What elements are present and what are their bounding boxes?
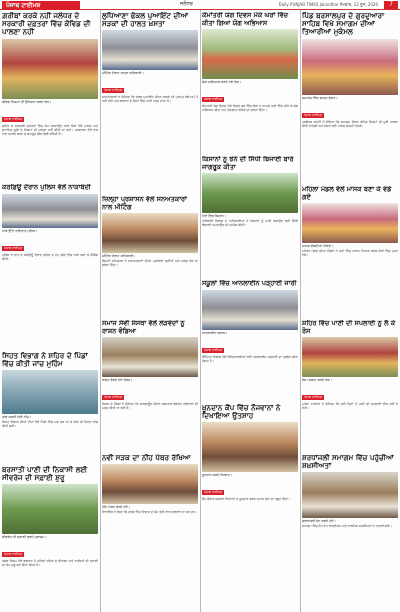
body-text: ਪੁਲਿਸ ਨੇ ਰਾਤ ਦੇ ਕਰਫ਼ਿਊ ਦੌਰਾਨ ਸ਼ਹਿਰ ਦੇ ਮੁੱਖ ਚੌਕਾਂ ਵਿੱਚ ਨਾਕੇ ਲਗਾ ਕੇ ਚੈਕਿੰਗ ਕੀਤੀ। bbox=[2, 252, 98, 261]
photo-caption: ਆਨਲਾਈਨ ਕਲਾਸ। bbox=[202, 330, 228, 335]
headline: ਸਮਾਜ ਸੇਵੀ ਸੰਸਥਾ ਵੱਲੋਂ ਲੋੜਵੰਦਾਂ ਨੂੰ ਰਾਸ਼ਨ ਵੰਡਿਆ bbox=[102, 320, 185, 335]
headline: ਸਕੂਲਾਂ ਵਿੱਚ ਆਨਲਾਈਨ ਪੜ੍ਹਾਈ ਜਾਰੀ bbox=[202, 280, 297, 287]
article-photo bbox=[2, 194, 98, 228]
body-text: ਸੰਸਥਾ ਦੇ ਮੈਂਬਰਾਂ ਨੇ ਦੱਸਿਆ ਕਿ ਲਾਕਡਾਊਨ ਦੌਰਾਨ ਲਗਾਤਾਰ ਲੋੜਵੰਦ ਪਰਿਵਾਰਾਂ ਦੀ ਮਦਦ ਕੀਤੀ ਜਾ ਰਹੀ ਹੈ। bbox=[102, 402, 198, 410]
body-text: ਪ੍ਰਬੰਧਕ ਕਮੇਟੀ ਨੇ ਦੱਸਿਆ ਕਿ ਸਮਾਗਮ ਦੌਰਾਨ ਕੋਵਿਡ ਨਿਯਮਾਂ ਦੀ ਪੂਰੀ ਪਾਲਣਾ ਕੀਤੀ ਜਾਵੇਗੀ ਅਤੇ ਸੰਗਤ ਲਈ ਮਾਸਕ ਲਾਜ਼ਮੀ ਹੋਣਗੇ। bbox=[302, 119, 398, 128]
photo-caption: ਸ਼ਰਧਾਂਜਲੀ ਭੇਟ ਕਰਦੇ ਹੋਏ। bbox=[302, 519, 336, 524]
article-a2 bbox=[102, 12, 198, 192]
article-photo bbox=[2, 370, 98, 414]
headline: ਕੌਮਾਂਤਰੀ ਯੋਗ ਦਿਵਸ ਮੌਕੇ ਘਰਾਂ ਵਿੱਚ ਕੀਤਾ ਗਿਆ ਯੋਗ ਅਭਿਆਸ bbox=[202, 12, 289, 27]
headline: ਨਵੀਂ ਸੜਕ ਦਾ ਨੀਂਹ ਪੱਥਰ ਰੱਖਿਆ bbox=[102, 454, 191, 462]
article-photo bbox=[302, 203, 398, 243]
headline: ਜ਼ਿਲ੍ਹਾ ਪ੍ਰਸ਼ਾਸਨ ਵੱਲੋਂ ਸਨਅਤਕਾਰਾਂ ਨਾਲ ਮੀਟਿੰਗ bbox=[102, 196, 187, 211]
photo-caption: ਖ਼ੂਨਦਾਨ ਕਰਦੇ ਨੌਜਵਾਨ। bbox=[202, 473, 233, 478]
headline: ਗ਼ਰੀਬਾਂ ਕਰਕੇ ਨਹੀਂ ਜਲੰਧਰ ਦੇ ਸਰਕਾਰੀ ਦਫ਼ਤਰਾਂ ਵਿੱਚ ਕੋਵਿਡ ਦੀ ਪਾਲਣਾ ਨਹੀਂ bbox=[2, 12, 91, 37]
headline: ਲੁਧਿਆਣਾ ਫੋਕਲ ਪੁਆਇੰਟ ਦੀਆਂ ਸੜਕਾਂ ਦੀ ਹਾਲਤ ਖ਼ਸਤਾ bbox=[102, 12, 189, 29]
headline: ਪਿੰਡ ਬਰਸਾਲਪੁਰ ਦੇ ਗੁਰਦੁਆਰਾ ਸਾਹਿਬ ਵਿਖੇ ਸਮਾਗਮ ਦੀਆਂ ਤਿਆਰੀਆਂ ਮੁਕੰਮਲ bbox=[302, 12, 385, 37]
byline-tag: ਪੰਜਾਬ ਟਾਈਮਜ਼ bbox=[4, 116, 23, 121]
article-photo bbox=[102, 337, 198, 377]
body-text: ਨਗਰ ਨਿਗਮ ਵੱਲੋਂ ਬਰਸਾਤ ਤੋਂ ਪਹਿਲਾਂ ਸ਼ਹਿਰ ਦੇ ਸੀਵਰੇਜ ਅਤੇ ਨਾਲਿਆਂ ਦੀ ਸਫ਼ਾਈ ਦਾ ਕੰਮ ਸ਼ੁਰੂ ਕਰ ਦਿੱਤਾ ਗਿਆ ਹੈ। bbox=[2, 559, 98, 568]
article-photo bbox=[102, 464, 198, 504]
body-text: ਸਿਹਤ ਵਿਭਾਗ ਦੀਆਂ ਟੀਮਾਂ ਵੱਲੋਂ ਪਿੰਡਾਂ ਵਿੱਚ ਘਰ ਘਰ ਜਾ ਕੇ ਲੋਕਾਂ ਦੀ ਸਿਹਤ ਜਾਂਚ ਕੀਤੀ ਗਈ। bbox=[2, 420, 98, 429]
byline-tag: ਪੰਜਾਬ ਟਾਈਮਜ਼ bbox=[104, 88, 123, 93]
body-text: ਸਿੱਖਿਆ ਵਿਭਾਗ ਵੱਲੋਂ ਵਿਦਿਆਰਥੀਆਂ ਲਈ ਆਨਲਾਈਨ ਪੜ੍ਹਾਈ ਦਾ ਪ੍ਰਬੰਧ ਕੀਤਾ ਗਿਆ ਹੈ। bbox=[202, 354, 298, 363]
byline-tag: ਪੰਜਾਬ ਟਾਈਮਜ਼ bbox=[304, 395, 323, 399]
body-text: ਸਮਾਗਮ ਵਿੱਚ ਵੱਖ ਵੱਖ ਰਾਜਨੀਤਕ ਅਤੇ ਧਾਰਮਿਕ ਸ਼ਖ਼ਸੀਅਤਾਂ ਨੇ ਹਾਜ਼ਰੀ ਭਰੀ। bbox=[302, 524, 392, 529]
article-photo bbox=[202, 422, 298, 472]
body-text: ਮਹਿਲਾ ਮੰਡਲ ਦੀਆਂ ਮੈਂਬਰਾਂ ਨੇ ਘਰਾਂ ਵਿੱਚ ਮਾਸਕ ਤਿਆਰ ਕਰਕੇ ਲੋਕਾਂ ਵਿੱਚ ਮੁਫ਼ਤ ਵੰਡੇ। bbox=[302, 249, 398, 257]
article-a3 bbox=[302, 12, 398, 182]
photo-caption: ਰੋਸ ਪ੍ਰਗਟ ਕਰਦੇ ਲੋਕ। bbox=[302, 378, 332, 382]
byline-tag: ਪੰਜਾਬ ਟਾਈਮਜ਼ bbox=[204, 97, 223, 101]
article-a12 bbox=[302, 320, 398, 450]
article-a7 bbox=[102, 196, 198, 316]
headline: ਕਿਸਾਨਾਂ ਨੂੰ ਝੋਨੇ ਦੀ ਸਿੱਧੀ ਬਿਜਾਈ ਬਾਰੇ ਜਾਗਰੂਕ ਕੀਤਾ bbox=[202, 156, 294, 171]
paper-dateline: Daily PUNJAB TIMES Jalandhar ਸੋਮਵਾਰ, 22 ਜੂਨ, 2020 bbox=[278, 2, 378, 7]
photo-caption: ਖੇਤਾਂ ਵਿੱਚ ਕਿਸਾਨ। bbox=[202, 214, 226, 218]
body-text: ਡਿਪਟੀ ਕਮਿਸ਼ਨਰ ਨੇ ਸਨਅਤਕਾਰਾਂ ਦੀਆਂ ਮੁਸ਼ਕਿਲਾਂ ਸੁਣੀਆਂ ਅਤੇ ਜਲਦ ਹੱਲ ਦਾ ਭਰੋਸਾ ਦਿੱਤਾ। bbox=[102, 259, 198, 267]
headline: ਸ਼ਹਿਰ ਵਿੱਚ ਪਾਣੀ ਦੀ ਸਪਲਾਈ ਨੂੰ ਲੈ ਕੇ ਰੋਸ bbox=[302, 320, 396, 335]
article-photo bbox=[2, 39, 98, 99]
article-photo bbox=[302, 337, 398, 377]
page-number: 7 bbox=[384, 1, 398, 9]
byline-tag: ਪੰਜਾਬ ਟਾਈਮਜ਼ bbox=[304, 112, 323, 117]
article-photo bbox=[202, 173, 298, 213]
article-photo bbox=[202, 290, 298, 330]
byline-tag: ਪੰਜਾਬ ਟਾਈਮਜ਼ bbox=[4, 552, 23, 557]
photo-caption: ਮਾਸਕ ਵੰਡਦੀਆਂ ਔਰਤਾਂ। bbox=[302, 244, 334, 248]
photo-caption: ਰਾਸ਼ਨ ਵੰਡਦੇ ਹੋਏ ਮੈਂਬਰ। bbox=[102, 378, 133, 382]
headline: ਬਰਸਾਤੀ ਪਾਣੀ ਦੀ ਨਿਕਾਸੀ ਲਈ ਸੀਵਰੇਜ ਦੀ ਸਫ਼ਾਈ ਸ਼ੁਰੂ bbox=[2, 466, 88, 483]
article-a1 bbox=[2, 12, 98, 182]
photo-caption: ਸਮਾਗਮ ਵਿੱਚ ਸ਼ਾਮਲ ਸੰਗਤ। bbox=[302, 95, 338, 100]
article-a8 bbox=[102, 320, 198, 450]
article-a11 bbox=[202, 280, 298, 400]
body-text: ਸ਼ਹਿਰ ਦੇ ਸਰਕਾਰੀ ਦਫ਼ਤਰਾਂ ਵਿੱਚ ਕੰਮ ਕਰਵਾਉਣ ਆਏ ਲੋਕਾਂ ਵੱਲੋਂ ਮਾਸਕ ਅਤੇ ਸਮਾਜਿਕ ਦੂਰੀ ਦੇ ਨਿਯਮਾਂ ਦੀ ਪਾਲਣਾ ਨਹੀਂ ਕੀਤੀ ਜਾ ਰਹੀ। ਪ੍ਰਸ਼ਾਸਨ ਵੱਲੋਂ ਵਾਰ ਵਾਰ ਅਪੀਲ ਕਰਨ ਦੇ ਬਾਵਜੂਦ ਭੀੜ ਲੱਗੀ ਰਹਿੰਦੀ ਹੈ। bbox=[2, 123, 98, 136]
article-photo bbox=[2, 484, 98, 534]
article-a5 bbox=[2, 352, 98, 462]
article-photo bbox=[302, 39, 398, 95]
photo-caption: ਨਾਕੇ ਉੱਤੇ ਤਾਇਨਾਤ ਪੁਲਿਸ। bbox=[2, 228, 38, 233]
article-a13 bbox=[2, 184, 98, 344]
headline: ਕਰਫ਼ਿਊ ਦੌਰਾਨ ਪੁਲਿਸ ਵੱਲੋਂ ਨਾਕਾਬੰਦੀ bbox=[2, 184, 91, 191]
photo-caption: ਸੀਵਰੇਜ ਦੀ ਸਫ਼ਾਈ ਕਰਦੇ ਮੁਲਾਜ਼ਮ। bbox=[2, 535, 47, 540]
article-a10 bbox=[302, 186, 398, 316]
byline-tag: ਪੰਜਾਬ ਟਾਈਮਜ਼ bbox=[204, 490, 223, 495]
article-a14 bbox=[302, 454, 398, 610]
headline: ਮਹਿਲਾ ਮੰਡਲ ਵੱਲੋਂ ਮਾਸਕ ਬਣਾ ਕੇ ਵੰਡੇ ਗਏ bbox=[302, 186, 392, 201]
article-a9 bbox=[202, 156, 298, 276]
body-text: ਮੁਹੱਲਾ ਵਾਸੀਆਂ ਨੇ ਦੱਸਿਆ ਕਿ ਕਈ ਦਿਨਾਂ ਤੋਂ ਪਾਣੀ ਦੀ ਸਪਲਾਈ ਠੀਕ ਨਹੀਂ ਹੋ ਰਹੀ। bbox=[302, 402, 398, 410]
body-text: ਵਿਧਾਇਕ ਨੇ ਕਿਹਾ ਕਿ ਹਲਕੇ ਵਿੱਚ ਵਿਕਾਸ ਦੇ ਕੰਮ ਤੇਜ਼ੀ ਨਾਲ ਕਰਵਾਏ ਜਾ ਰਹੇ ਹਨ। bbox=[102, 510, 197, 515]
headline: ਸਿਹਤ ਵਿਭਾਗ ਨੇ ਸ਼ਹਿਰ ਦੇ ਪਿੰਡਾਂ ਵਿੱਚ ਕੀਤੀ ਜਾਂਚ ਮੁਹਿੰਮ bbox=[2, 352, 88, 369]
brand-logo: ਪੰਜਾਬ ਟਾਈਮਜ਼ bbox=[2, 1, 80, 10]
body-text: ਖੇਤੀਬਾੜੀ ਵਿਭਾਗ ਦੇ ਅਧਿਕਾਰੀਆਂ ਨੇ ਕਿਸਾਨਾਂ ਨੂੰ ਪਾਣੀ ਬਚਾਉਣ ਲਈ ਸਿੱਧੀ ਬਿਜਾਈ ਅਪਣਾਉਣ ਦੀ ਅਪੀਲ ਕੀਤੀ। bbox=[202, 219, 298, 227]
column-rule bbox=[300, 10, 301, 612]
byline-tag: ਪੰਜਾਬ ਟਾਈਮਜ਼ bbox=[4, 245, 23, 250]
photo-caption: ਨੀਂਹ ਪੱਥਰ ਰੱਖਦੇ ਹੋਏ। bbox=[102, 505, 131, 510]
masthead bbox=[0, 0, 400, 10]
photo-caption: ਜਾਂਚ ਕਰਦੀ ਹੋਈ ਟੀਮ। bbox=[2, 415, 32, 420]
article-photo bbox=[302, 472, 398, 518]
article-a4 bbox=[202, 12, 298, 152]
body-text: ਕੈਂਪ ਦੌਰਾਨ ਦਰਜਨਾਂ ਨੌਜਵਾਨਾਂ ਨੇ ਖ਼ੂਨਦਾਨ ਕਰਕੇ ਸਮਾਜ ਸੇਵਾ ਦਾ ਸਬੂਤ ਦਿੱਤਾ। bbox=[202, 497, 291, 502]
body-text: ਸਨਅਤਕਾਰਾਂ ਨੇ ਦੱਸਿਆ ਕਿ ਫੋਕਲ ਪੁਆਇੰਟ ਦੀਆਂ ਸੜਕਾਂ ਦੀ ਮੁਰੰਮਤ ਲੰਬੇ ਸਮੇਂ ਤੋਂ ਨਹੀਂ ਹੋਈ ਅਤੇ ਬਰਸਾਤ ਦੇ ਦਿਨਾਂ ਵਿੱਚ ਪਾਣੀ ਖੜ੍ਹ ਜਾਂਦਾ ਹੈ। bbox=[102, 95, 198, 104]
column-rule bbox=[200, 10, 201, 612]
article-a16 bbox=[202, 404, 298, 610]
byline-tag: ਪੰਜਾਬ ਟਾਈਮਜ਼ bbox=[104, 395, 123, 399]
article-photo bbox=[102, 30, 198, 70]
body-text: ਕੌਮਾਂਤਰੀ ਯੋਗ ਦਿਵਸ ਮੌਕੇ ਜ਼ਿਲ੍ਹੇ ਭਰ ਵਿੱਚ ਲੋਕਾਂ ਨੇ ਆਪਣੇ ਘਰਾਂ ਵਿੱਚ ਰਹਿ ਕੇ ਯੋਗ ਅਭਿਆਸ ਕੀਤਾ ਅਤੇ ਤੰਦਰੁਸਤ ਰਹਿਣ ਦਾ ਸੁਨੇਹਾ ਦਿੱਤਾ। bbox=[202, 104, 298, 112]
article-a6 bbox=[2, 466, 98, 610]
photo-caption: ਮੀਟਿੰਗ ਦੌਰਾਨ ਅਧਿਕਾਰੀ। bbox=[102, 254, 136, 258]
article-photo bbox=[202, 29, 298, 79]
photo-caption: ਮੀਟਿੰਗ ਦੌਰਾਨ ਹਾਜ਼ਰ ਅਧਿਕਾਰੀ। bbox=[102, 71, 144, 76]
article-photo bbox=[102, 213, 198, 253]
byline-tag: ਪੰਜਾਬ ਟਾਈਮਜ਼ bbox=[204, 347, 223, 352]
headline: ਸ਼ਰਧਾਂਜਲੀ ਸਮਾਗਮ ਵਿੱਚ ਪਹੁੰਚੀਆਂ ਸ਼ਖ਼ਸੀਅਤਾਂ bbox=[302, 454, 394, 471]
column-rule bbox=[100, 10, 101, 612]
headline: ਖ਼ੂਨਦਾਨ ਕੈਂਪ ਵਿੱਚ ਨੌਜਵਾਨਾਂ ਨੇ ਦਿਖਾਇਆ ਉਤਸ਼ਾਹ bbox=[202, 404, 281, 421]
photo-caption: ਯੋਗ ਅਭਿਆਸ ਕਰਦੇ ਹੋਏ ਲੋਕ। bbox=[202, 80, 242, 84]
section-label: ਜਲੰਧਰ bbox=[180, 1, 193, 7]
photo-caption: ਕੋਵਿਡ ਨਿਯਮਾਂ ਦੀ ਉਲੰਘਣਾ ਕਰਦੇ ਲੋਕ। bbox=[2, 99, 52, 104]
article-a15 bbox=[102, 454, 198, 610]
